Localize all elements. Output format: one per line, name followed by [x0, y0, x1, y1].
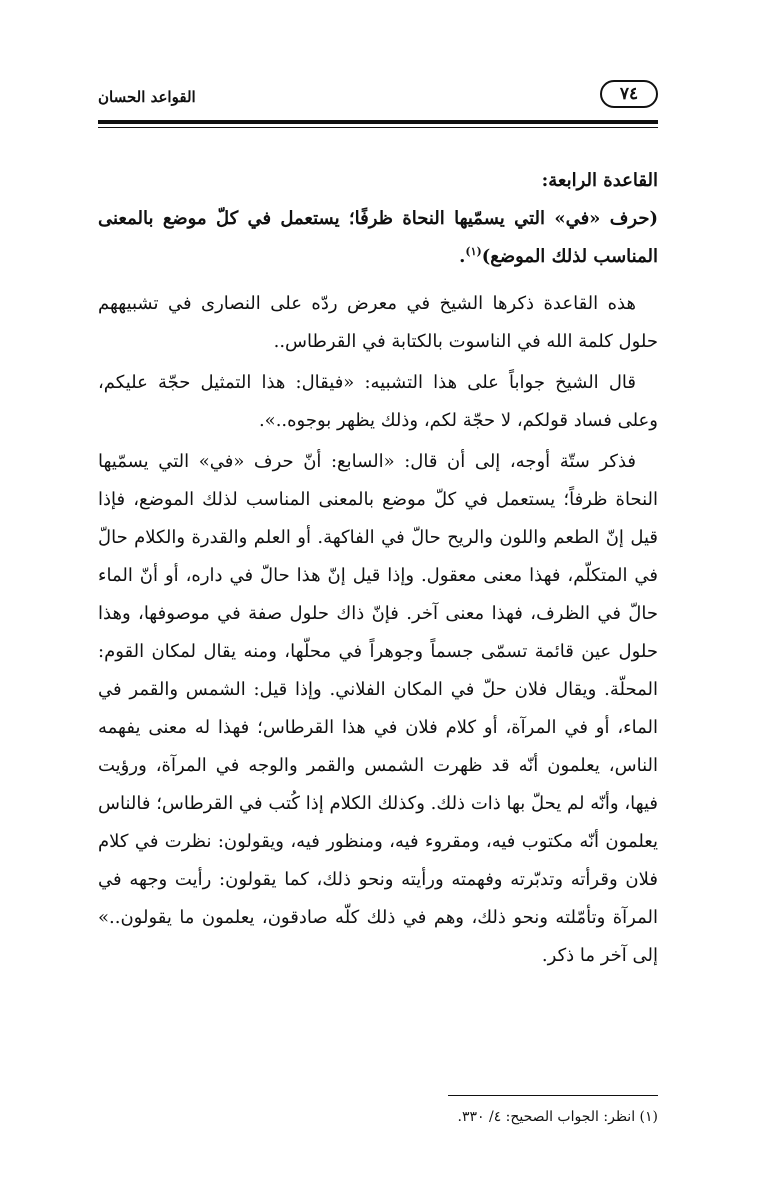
page-number: ٧٤	[600, 80, 658, 108]
main-text	[98, 162, 658, 975]
footnote-separator	[448, 1095, 658, 1096]
rule-statement-text: (حرف «في» التي يسمّيها النحاة ظرفًا؛ يستعمل في كلّ موضع بالمعنى المناسب لذلك الموضع)	[98, 208, 658, 267]
page-header	[98, 78, 658, 118]
running-title: القواعد الحسان	[98, 88, 196, 106]
footnote-1: (١) انظر: الجواب الصحيح: ٤/ ٣٣٠.	[457, 1109, 658, 1125]
paragraph-intro: هذه القاعدة ذكرها الشيخ في معرض ردّه على النصارى في تشبيههم حلول كلمة الله في الناسوت بالكتابة في القرطاس..	[98, 293, 658, 352]
paragraph-response: قال الشيخ جواباً على هذا التشبيه: «فيقال: هذا التمثيل حجّة عليكم، وعلى فساد قولكم، لا حجّة لكم، وذلك يظهر بوجوه..».	[98, 372, 658, 431]
rule-heading: القاعدة الرابعة:	[541, 170, 658, 191]
paragraph-quote: فذكر ستّة أوجه، إلى أن قال: «السابع: أنّ حرف «في» التي يسمّيها النحاة ظرفاً؛ يستعمل في كلّ موضع بالمعنى المناسب لذلك الموضع، فإذا قيل إنّ الطعم واللون والريح حالّ في الفاكهة. أو العلم والقدرة والكلام حالّ في المتكلّم، فهذا معنى معقول. وإذا قيل إنّ هذا حالّ في داره، أو أنّ الماء حالّ في الظرف، فهذا معنى آخر. فإنّ ذاك حلول صفة في موصوفها، وهذا حلول عين قائمة تسمّى جسماً وجوهراً في محلّها، ومنه يقال لمكان القوم: المحلّة. ويقال فلان حلّ في المكان الفلاني. وإذا قيل: الشمس والقمر في الماء، أو في المرآة، أو كلام فلان في هذا القرطاس؛ فهذا له معنى يفهمه الناس، يعلمون أنّه قد ظهرت الشمس والقمر والوجه في المرآة، ورؤيت فيها، وأنّه لم يحلّ بها ذات ذلك. وكذلك الكلام إذا كُتب في القرطاس؛ فالناس يعلمون أنّه مكتوب فيه، ومقروء فيه، ومنظور فيه، ويقولون: نظرت في كلام فلان وقرأته وتدبّرته وفهمته ورأيته ونحو ذلك، كما يقولون: رأيت وجهه في المرآة وتأمّلته ونحو ذلك، وهم في ذلك كلّه صادقون، يعلمون ما يقولون..» إلى آخر ما ذكر.	[98, 451, 658, 966]
header-rule-thin	[98, 127, 658, 128]
rule-statement	[98, 200, 658, 276]
header-rule-thick	[98, 120, 658, 124]
footnote-marker: (١)	[465, 245, 482, 258]
rule-statement-end: .	[459, 246, 466, 267]
